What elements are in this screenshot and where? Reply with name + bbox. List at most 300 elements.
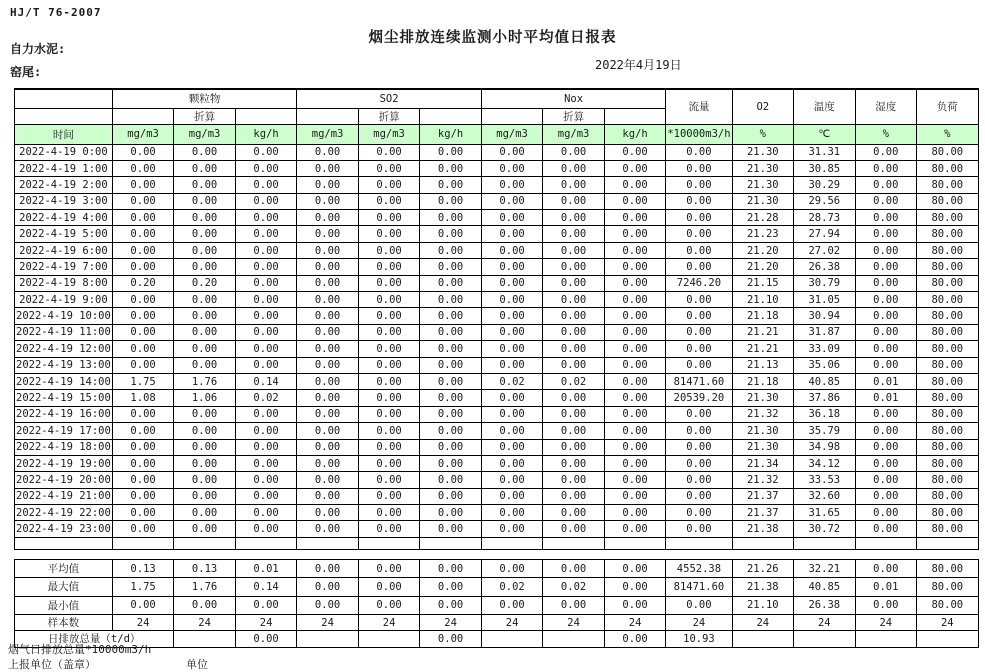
value-cell: 0.00 bbox=[235, 259, 297, 275]
value-cell: 21.26 bbox=[732, 559, 794, 577]
value-cell: 0.00 bbox=[420, 631, 482, 648]
value-cell: 0.01 bbox=[855, 578, 917, 596]
cell bbox=[604, 537, 666, 549]
value-cell: 0.00 bbox=[358, 578, 420, 596]
value-cell: 0.20 bbox=[174, 275, 236, 291]
value-cell: 0.00 bbox=[297, 144, 359, 160]
time-cell: 2022-4-19 2:00 bbox=[15, 177, 113, 193]
value-cell: 0.00 bbox=[666, 472, 732, 488]
value-cell: 0.00 bbox=[420, 226, 482, 242]
value-cell: 0.00 bbox=[297, 259, 359, 275]
time-cell: 2022-4-19 8:00 bbox=[15, 275, 113, 291]
value-cell: 29.56 bbox=[794, 193, 856, 209]
group-temp: 温度 bbox=[794, 89, 856, 124]
value-cell: 80.00 bbox=[917, 357, 979, 373]
value-cell bbox=[174, 631, 236, 648]
value-cell: 0.00 bbox=[297, 521, 359, 537]
value-cell: 0.00 bbox=[604, 242, 666, 258]
value-cell: 24 bbox=[297, 615, 359, 631]
cell bbox=[732, 549, 794, 559]
value-cell: 0.00 bbox=[855, 275, 917, 291]
cell bbox=[15, 537, 113, 549]
value-cell: 0.00 bbox=[358, 390, 420, 406]
value-cell: 26.38 bbox=[794, 596, 856, 614]
value-cell: 0.00 bbox=[112, 259, 174, 275]
value-cell: 0.00 bbox=[235, 631, 297, 648]
value-cell: 0.00 bbox=[174, 242, 236, 258]
value-cell: 0.00 bbox=[358, 341, 420, 357]
value-cell: 0.00 bbox=[358, 373, 420, 389]
unit-cell: mg/m3 bbox=[297, 124, 359, 144]
value-cell: 21.30 bbox=[732, 390, 794, 406]
value-cell: 80.00 bbox=[917, 439, 979, 455]
time-cell: 2022-4-19 20:00 bbox=[15, 472, 113, 488]
value-cell: 0.00 bbox=[297, 308, 359, 324]
value-cell: 21.37 bbox=[732, 488, 794, 504]
value-cell: 0.00 bbox=[174, 226, 236, 242]
cell bbox=[420, 537, 482, 549]
value-cell: 0.00 bbox=[112, 193, 174, 209]
value-cell: 0.00 bbox=[358, 193, 420, 209]
value-cell: 0.00 bbox=[420, 210, 482, 226]
value-cell: 0.00 bbox=[543, 160, 605, 176]
unit-cell: mg/m3 bbox=[543, 124, 605, 144]
value-cell: 30.79 bbox=[794, 275, 856, 291]
cell bbox=[420, 549, 482, 559]
value-cell: 0.00 bbox=[543, 406, 605, 422]
value-cell: 0.00 bbox=[420, 488, 482, 504]
value-cell: 0.00 bbox=[174, 193, 236, 209]
time-cell: 2022-4-19 13:00 bbox=[15, 357, 113, 373]
value-cell: 0.00 bbox=[666, 292, 732, 308]
value-cell: 0.02 bbox=[481, 578, 543, 596]
value-cell: 30.72 bbox=[794, 521, 856, 537]
value-cell: 24 bbox=[174, 615, 236, 631]
value-cell: 0.00 bbox=[297, 193, 359, 209]
table-row bbox=[15, 423, 979, 439]
value-cell: 0.14 bbox=[235, 373, 297, 389]
value-cell: 0.00 bbox=[112, 439, 174, 455]
value-cell: 0.00 bbox=[481, 390, 543, 406]
value-cell: 0.00 bbox=[666, 259, 732, 275]
value-cell: 0.00 bbox=[235, 275, 297, 291]
value-cell: 35.06 bbox=[794, 357, 856, 373]
value-cell: 21.32 bbox=[732, 472, 794, 488]
table-row bbox=[15, 144, 979, 160]
value-cell: 0.00 bbox=[855, 259, 917, 275]
table-row bbox=[15, 324, 979, 340]
value-cell: 0.00 bbox=[358, 242, 420, 258]
report-date: 2022年4月19日 bbox=[595, 58, 682, 72]
value-cell: 0.00 bbox=[666, 505, 732, 521]
value-cell: 0.00 bbox=[174, 177, 236, 193]
value-cell: 0.00 bbox=[358, 160, 420, 176]
value-cell: 32.21 bbox=[794, 559, 856, 577]
table-row bbox=[15, 177, 979, 193]
value-cell: 80.00 bbox=[917, 559, 979, 577]
value-cell: 34.12 bbox=[794, 455, 856, 471]
value-cell: 24 bbox=[732, 615, 794, 631]
value-cell: 0.00 bbox=[604, 341, 666, 357]
value-cell: 80.00 bbox=[917, 423, 979, 439]
value-cell: 0.00 bbox=[235, 472, 297, 488]
unit-cell: kg/h bbox=[235, 124, 297, 144]
table-row bbox=[15, 308, 979, 324]
value-cell: 0.00 bbox=[358, 357, 420, 373]
value-cell: 80.00 bbox=[917, 275, 979, 291]
value-cell: 1.76 bbox=[174, 373, 236, 389]
value-cell: 0.00 bbox=[235, 357, 297, 373]
value-cell: 0.00 bbox=[112, 521, 174, 537]
value-cell: 0.00 bbox=[666, 596, 732, 614]
cell bbox=[112, 537, 174, 549]
value-cell: 0.02 bbox=[543, 373, 605, 389]
unit-cell: % bbox=[917, 124, 979, 144]
value-cell: 0.00 bbox=[174, 259, 236, 275]
value-cell: 21.21 bbox=[732, 341, 794, 357]
value-cell: 0.00 bbox=[543, 193, 605, 209]
value-cell: 0.00 bbox=[481, 292, 543, 308]
value-cell: 80.00 bbox=[917, 578, 979, 596]
value-cell: 0.00 bbox=[235, 596, 297, 614]
value-cell: 0.00 bbox=[297, 472, 359, 488]
value-cell: 0.00 bbox=[543, 292, 605, 308]
value-cell: 40.85 bbox=[794, 373, 856, 389]
table-row bbox=[15, 488, 979, 504]
value-cell: 0.00 bbox=[358, 308, 420, 324]
value-cell: 0.00 bbox=[112, 292, 174, 308]
value-cell: 0.00 bbox=[604, 160, 666, 176]
cell bbox=[917, 537, 979, 549]
time-cell: 2022-4-19 9:00 bbox=[15, 292, 113, 308]
value-cell: 0.00 bbox=[604, 455, 666, 471]
value-cell: 0.00 bbox=[543, 324, 605, 340]
value-cell: 0.00 bbox=[174, 455, 236, 471]
group-so2: SO2 bbox=[297, 89, 482, 108]
value-cell: 0.00 bbox=[666, 324, 732, 340]
value-cell: 0.00 bbox=[604, 373, 666, 389]
value-cell: 0.00 bbox=[481, 521, 543, 537]
value-cell: 0.00 bbox=[666, 210, 732, 226]
value-cell: 0.00 bbox=[358, 292, 420, 308]
value-cell: 21.10 bbox=[732, 596, 794, 614]
value-cell: 0.00 bbox=[358, 596, 420, 614]
units-header-row bbox=[15, 124, 979, 144]
value-cell: 0.00 bbox=[604, 357, 666, 373]
cell bbox=[794, 549, 856, 559]
value-cell: 0.00 bbox=[481, 596, 543, 614]
value-cell: 7246.20 bbox=[666, 275, 732, 291]
cell bbox=[15, 108, 113, 124]
monitoring-table bbox=[14, 88, 979, 648]
value-cell: 0.00 bbox=[235, 193, 297, 209]
value-cell: 0.00 bbox=[481, 275, 543, 291]
unit-cell: % bbox=[855, 124, 917, 144]
summary-label: 平均值 bbox=[15, 559, 113, 577]
value-cell: 0.00 bbox=[543, 341, 605, 357]
table-row bbox=[15, 259, 979, 275]
value-cell: 0.00 bbox=[481, 472, 543, 488]
value-cell bbox=[297, 631, 359, 648]
value-cell: 0.00 bbox=[112, 226, 174, 242]
value-cell: 32.60 bbox=[794, 488, 856, 504]
value-cell: 0.00 bbox=[358, 488, 420, 504]
value-cell: 0.00 bbox=[112, 242, 174, 258]
value-cell: 31.31 bbox=[794, 144, 856, 160]
value-cell: 0.13 bbox=[174, 559, 236, 577]
value-cell: 0.00 bbox=[543, 472, 605, 488]
value-cell: 21.30 bbox=[732, 160, 794, 176]
value-cell: 33.09 bbox=[794, 341, 856, 357]
cell bbox=[174, 549, 236, 559]
value-cell: 0.00 bbox=[543, 439, 605, 455]
value-cell: 80.00 bbox=[917, 341, 979, 357]
value-cell: 0.00 bbox=[235, 521, 297, 537]
time-cell: 2022-4-19 1:00 bbox=[15, 160, 113, 176]
daily-total-label: 日排放总量（t/d） bbox=[15, 631, 174, 648]
value-cell: 0.00 bbox=[543, 144, 605, 160]
standard-code: HJ/T 76-2007 bbox=[10, 6, 102, 19]
table-row bbox=[15, 292, 979, 308]
value-cell bbox=[358, 631, 420, 648]
time-cell: 2022-4-19 11:00 bbox=[15, 324, 113, 340]
group-o2: O2 bbox=[732, 89, 794, 124]
value-cell: 0.00 bbox=[604, 308, 666, 324]
value-cell: 0.00 bbox=[855, 559, 917, 577]
unit-cell: kg/h bbox=[604, 124, 666, 144]
station-label: 窑尾: bbox=[10, 65, 42, 79]
value-cell: 21.30 bbox=[732, 423, 794, 439]
value-cell: 80.00 bbox=[917, 373, 979, 389]
table-row bbox=[15, 210, 979, 226]
value-cell: 80.00 bbox=[917, 292, 979, 308]
value-cell: 0.00 bbox=[481, 505, 543, 521]
time-cell: 2022-4-19 5:00 bbox=[15, 226, 113, 242]
value-cell: 0.00 bbox=[604, 505, 666, 521]
value-cell bbox=[543, 631, 605, 648]
value-cell: 0.00 bbox=[543, 242, 605, 258]
cell bbox=[481, 108, 543, 124]
value-cell: 0.00 bbox=[543, 390, 605, 406]
value-cell: 21.21 bbox=[732, 324, 794, 340]
time-cell: 2022-4-19 14:00 bbox=[15, 373, 113, 389]
value-cell: 0.00 bbox=[112, 423, 174, 439]
value-cell: 0.00 bbox=[420, 160, 482, 176]
value-cell: 21.15 bbox=[732, 275, 794, 291]
value-cell: 33.53 bbox=[794, 472, 856, 488]
value-cell: 21.38 bbox=[732, 578, 794, 596]
value-cell: 0.00 bbox=[855, 292, 917, 308]
value-cell: 0.00 bbox=[604, 521, 666, 537]
value-cell: 0.00 bbox=[481, 357, 543, 373]
value-cell: 0.00 bbox=[481, 177, 543, 193]
value-cell: 0.00 bbox=[481, 439, 543, 455]
value-cell: 0.00 bbox=[420, 259, 482, 275]
value-cell: 0.00 bbox=[358, 406, 420, 422]
value-cell: 24 bbox=[604, 615, 666, 631]
value-cell: 80.00 bbox=[917, 242, 979, 258]
cell bbox=[112, 549, 174, 559]
value-cell: 0.00 bbox=[235, 455, 297, 471]
table-row bbox=[15, 472, 979, 488]
value-cell bbox=[794, 631, 856, 648]
value-cell: 0.13 bbox=[112, 559, 174, 577]
value-cell: 21.34 bbox=[732, 455, 794, 471]
cell bbox=[358, 537, 420, 549]
cell bbox=[666, 549, 732, 559]
summary-row bbox=[15, 615, 979, 631]
corner-cell bbox=[15, 89, 113, 108]
value-cell: 0.00 bbox=[235, 144, 297, 160]
value-cell: 0.00 bbox=[855, 505, 917, 521]
value-cell: 0.00 bbox=[855, 521, 917, 537]
value-cell: 0.02 bbox=[235, 390, 297, 406]
value-cell: 24 bbox=[235, 615, 297, 631]
value-cell: 0.00 bbox=[543, 521, 605, 537]
value-cell: 80.00 bbox=[917, 505, 979, 521]
gap-row bbox=[15, 549, 979, 559]
time-cell: 2022-4-19 4:00 bbox=[15, 210, 113, 226]
time-cell: 2022-4-19 10:00 bbox=[15, 308, 113, 324]
value-cell: 0.00 bbox=[604, 439, 666, 455]
value-cell: 0.00 bbox=[855, 341, 917, 357]
empty-row bbox=[15, 537, 979, 549]
value-cell: 0.00 bbox=[855, 455, 917, 471]
cell bbox=[15, 549, 113, 559]
group-nox: Nox bbox=[481, 89, 666, 108]
value-cell: 21.20 bbox=[732, 259, 794, 275]
value-cell: 0.00 bbox=[358, 472, 420, 488]
value-cell: 0.00 bbox=[358, 259, 420, 275]
value-cell: 0.00 bbox=[235, 242, 297, 258]
value-cell: 0.00 bbox=[604, 423, 666, 439]
value-cell: 80.00 bbox=[917, 390, 979, 406]
pm-converted-label: 折算 bbox=[174, 108, 236, 124]
value-cell: 0.00 bbox=[666, 177, 732, 193]
value-cell: 0.00 bbox=[604, 292, 666, 308]
value-cell: 80.00 bbox=[917, 193, 979, 209]
value-cell: 0.00 bbox=[235, 210, 297, 226]
value-cell: 0.00 bbox=[297, 160, 359, 176]
value-cell: 0.00 bbox=[112, 308, 174, 324]
value-cell: 0.20 bbox=[112, 275, 174, 291]
daily-total-row bbox=[15, 631, 979, 648]
value-cell: 0.00 bbox=[604, 226, 666, 242]
value-cell: 80.00 bbox=[917, 488, 979, 504]
value-cell: 0.00 bbox=[112, 357, 174, 373]
value-cell: 0.00 bbox=[174, 324, 236, 340]
value-cell: 0.00 bbox=[174, 210, 236, 226]
value-cell: 0.00 bbox=[604, 406, 666, 422]
value-cell: 4552.38 bbox=[666, 559, 732, 577]
unit-cell: *10000m3/h bbox=[666, 124, 732, 144]
value-cell: 0.00 bbox=[420, 559, 482, 577]
value-cell: 0.00 bbox=[666, 357, 732, 373]
cell bbox=[420, 108, 482, 124]
value-cell: 0.00 bbox=[666, 406, 732, 422]
value-cell: 0.00 bbox=[358, 275, 420, 291]
value-cell: 0.00 bbox=[481, 226, 543, 242]
cell bbox=[794, 537, 856, 549]
value-cell: 0.00 bbox=[855, 144, 917, 160]
value-cell: 21.18 bbox=[732, 308, 794, 324]
value-cell: 0.00 bbox=[235, 177, 297, 193]
value-cell: 21.30 bbox=[732, 439, 794, 455]
cell bbox=[235, 549, 297, 559]
value-cell bbox=[917, 631, 979, 648]
value-cell: 0.00 bbox=[481, 488, 543, 504]
value-cell: 0.00 bbox=[543, 423, 605, 439]
value-cell: 0.00 bbox=[855, 242, 917, 258]
value-cell: 0.00 bbox=[235, 439, 297, 455]
time-cell: 2022-4-19 21:00 bbox=[15, 488, 113, 504]
value-cell: 0.00 bbox=[604, 324, 666, 340]
cell bbox=[481, 537, 543, 549]
value-cell: 24 bbox=[917, 615, 979, 631]
value-cell: 37.86 bbox=[794, 390, 856, 406]
report-title: 烟尘排放连续监测小时平均值日报表 bbox=[368, 30, 617, 46]
value-cell: 0.00 bbox=[420, 596, 482, 614]
value-cell: 0.00 bbox=[855, 488, 917, 504]
value-cell: 0.00 bbox=[235, 226, 297, 242]
value-cell: 0.00 bbox=[235, 160, 297, 176]
value-cell: 0.00 bbox=[543, 259, 605, 275]
time-cell: 2022-4-19 0:00 bbox=[15, 144, 113, 160]
value-cell: 0.00 bbox=[604, 472, 666, 488]
summary-row bbox=[15, 559, 979, 577]
value-cell: 0.00 bbox=[420, 578, 482, 596]
value-cell: 0.00 bbox=[543, 210, 605, 226]
table-row bbox=[15, 242, 979, 258]
value-cell: 0.00 bbox=[112, 472, 174, 488]
time-header: 时间 bbox=[15, 124, 113, 144]
value-cell: 24 bbox=[794, 615, 856, 631]
value-cell: 21.32 bbox=[732, 406, 794, 422]
value-cell: 35.79 bbox=[794, 423, 856, 439]
value-cell: 0.00 bbox=[604, 390, 666, 406]
value-cell: 0.00 bbox=[666, 193, 732, 209]
cell bbox=[543, 549, 605, 559]
value-cell: 0.00 bbox=[420, 439, 482, 455]
value-cell: 81471.60 bbox=[666, 373, 732, 389]
time-cell: 2022-4-19 3:00 bbox=[15, 193, 113, 209]
value-cell: 0.00 bbox=[604, 210, 666, 226]
value-cell: 0.00 bbox=[420, 472, 482, 488]
value-cell: 0.00 bbox=[297, 292, 359, 308]
table-row bbox=[15, 521, 979, 537]
value-cell: 0.00 bbox=[481, 423, 543, 439]
value-cell: 24 bbox=[543, 615, 605, 631]
value-cell: 0.00 bbox=[481, 210, 543, 226]
value-cell: 0.00 bbox=[112, 177, 174, 193]
value-cell: 0.00 bbox=[297, 578, 359, 596]
value-cell: 0.00 bbox=[481, 193, 543, 209]
value-cell: 0.00 bbox=[604, 488, 666, 504]
summary-label: 样本数 bbox=[15, 615, 113, 631]
value-cell: 21.38 bbox=[732, 521, 794, 537]
value-cell: 0.00 bbox=[297, 341, 359, 357]
value-cell: 80.00 bbox=[917, 177, 979, 193]
value-cell: 0.00 bbox=[174, 439, 236, 455]
value-cell: 31.05 bbox=[794, 292, 856, 308]
cell bbox=[855, 549, 917, 559]
value-cell: 30.85 bbox=[794, 160, 856, 176]
unit-cell: % bbox=[732, 124, 794, 144]
time-cell: 2022-4-19 15:00 bbox=[15, 390, 113, 406]
value-cell: 0.00 bbox=[174, 357, 236, 373]
value-cell bbox=[481, 631, 543, 648]
value-cell: 21.28 bbox=[732, 210, 794, 226]
